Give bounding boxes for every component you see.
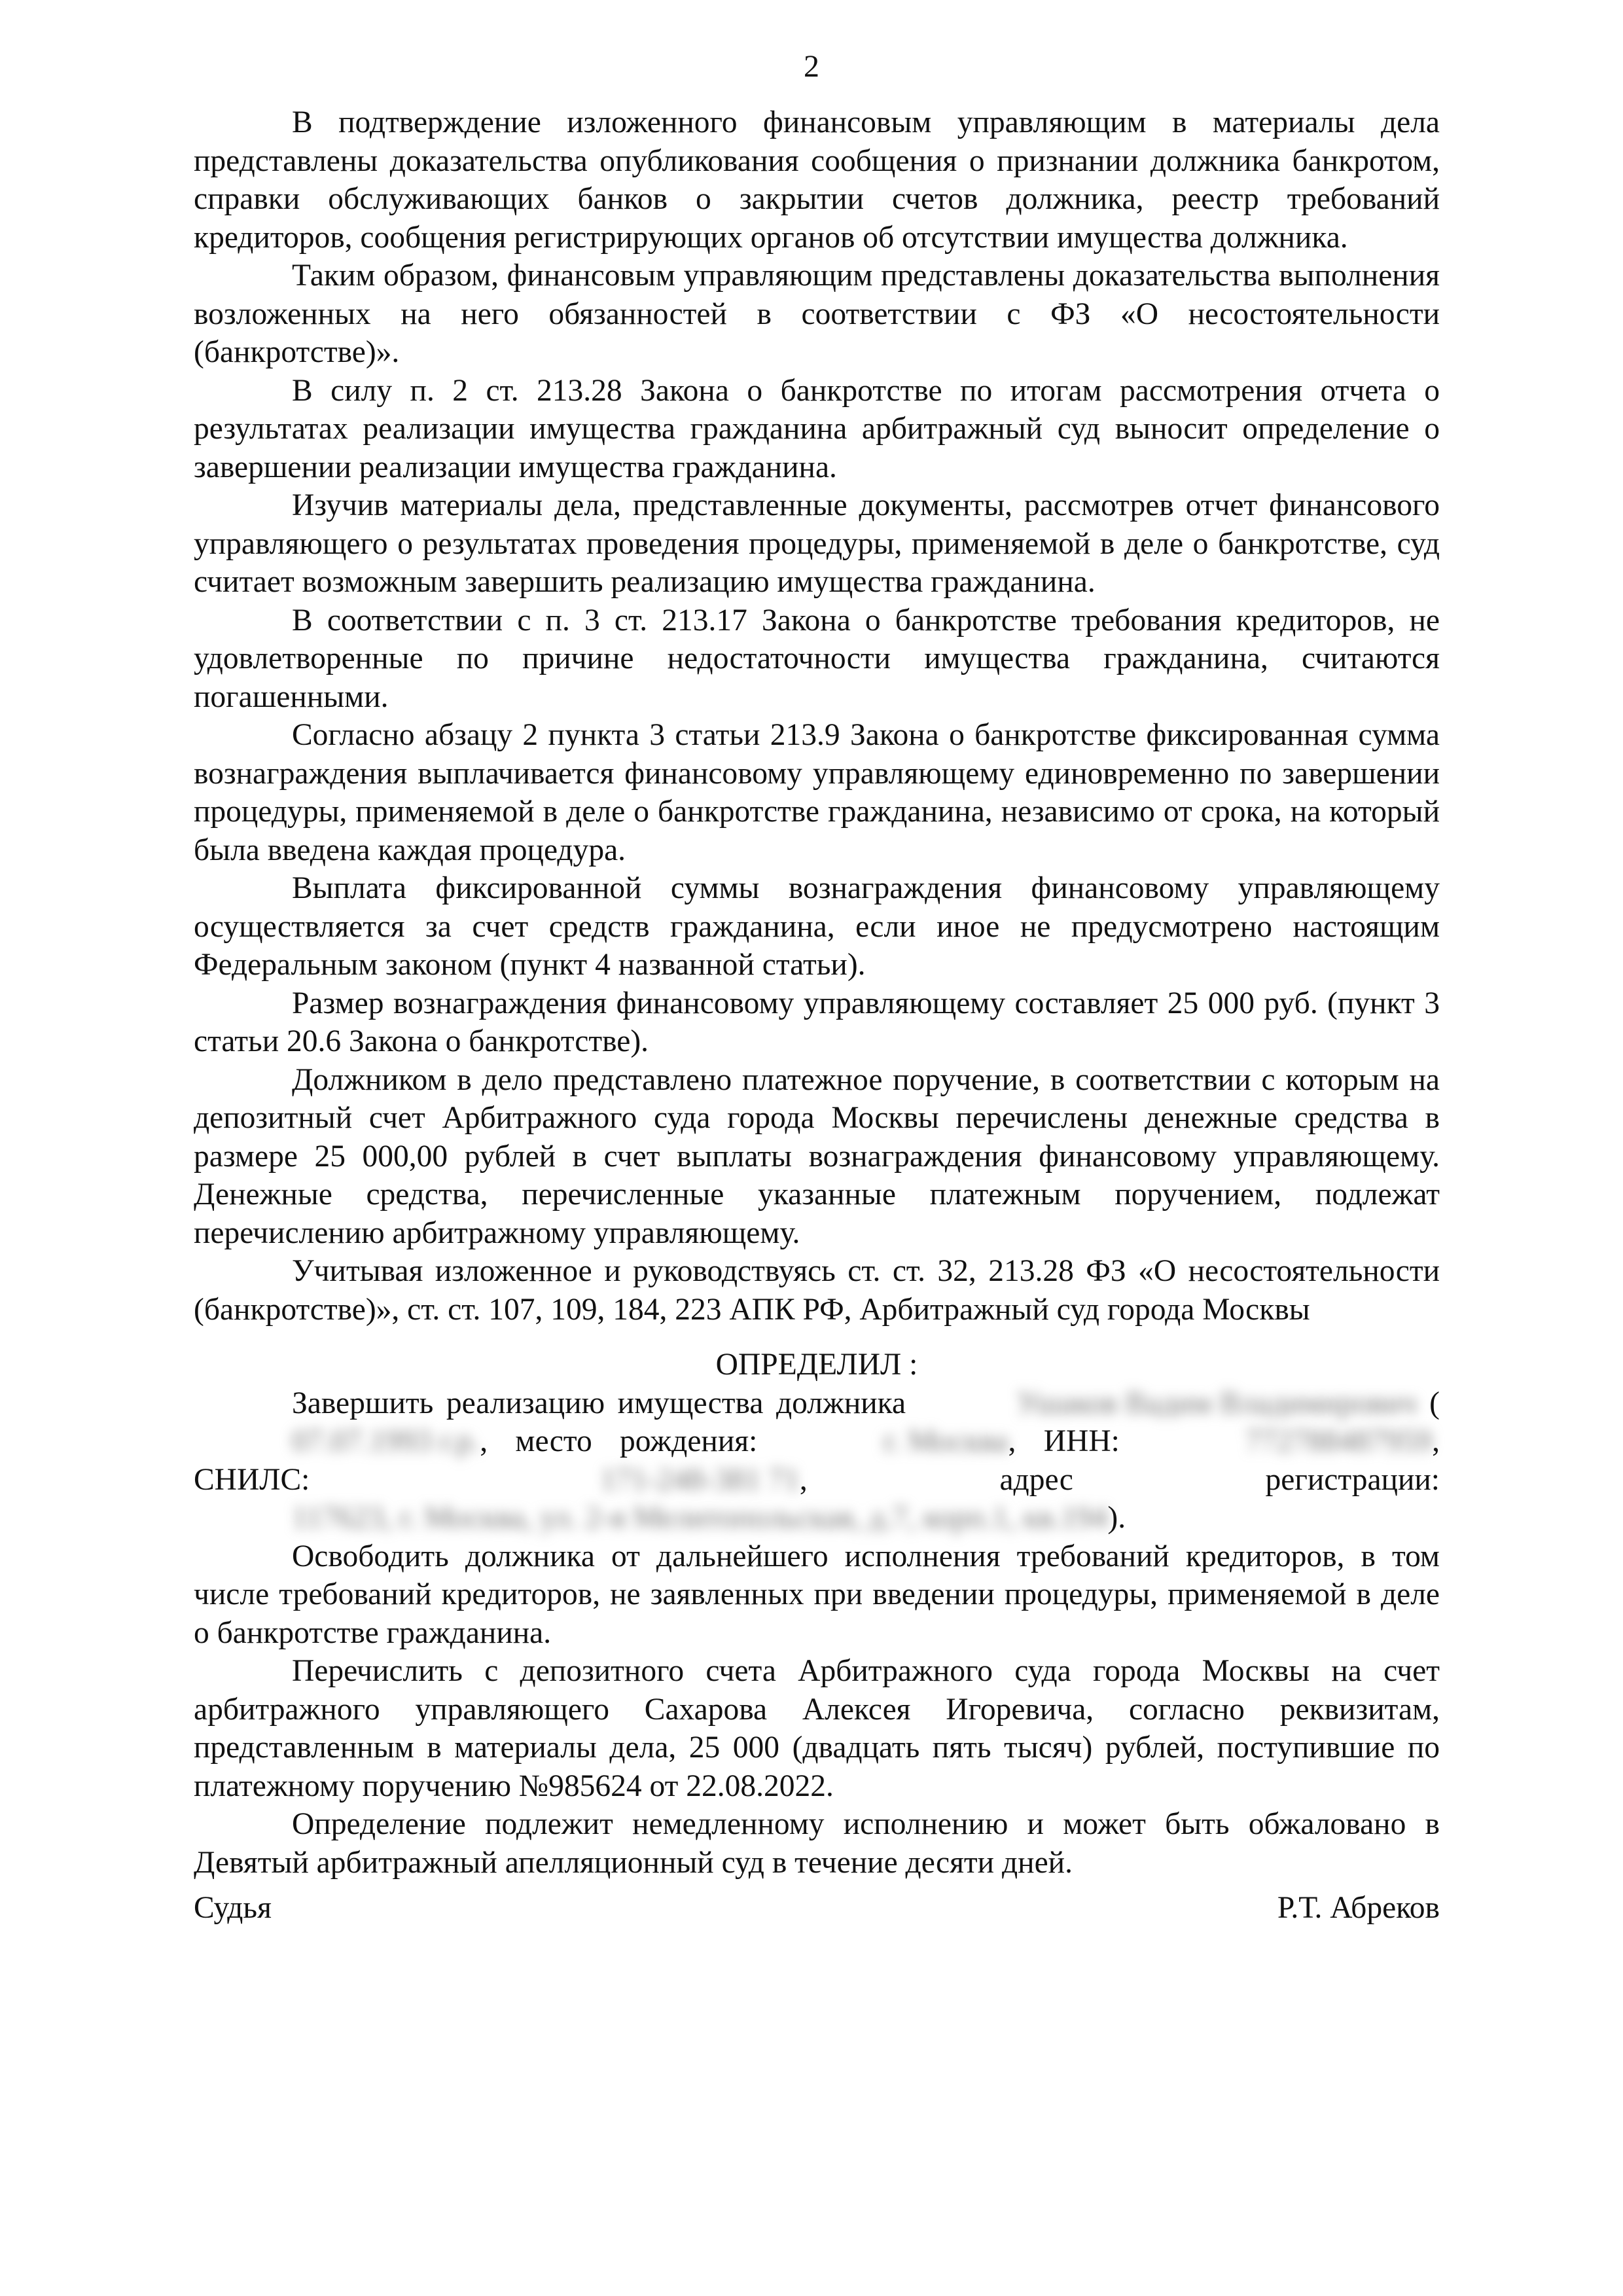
paragraph-appeal: Определение подлежит немедленному исполнению и может быть обжаловано в Девятый арбитражный апелляционный суд в течение десяти дней. (194, 1807, 1440, 1880)
paragraph-fee-amount: Размер вознаграждения финансовому управляющему составляет 25 000 руб. (пункт 3 статьи 20.6 Закона о банкротстве). (194, 986, 1440, 1058)
judge-name: Р.Т. Абреков (1277, 1891, 1440, 1925)
paragraph-evidence: В подтверждение изложенного финансовым управляющим в материалы дела представлены доказательства опубликования сообщения о признании должника банкротом, справки обслуживающих банков о закрытии счетов должника, реестр требований кредиторов, сообщения регистрирующих органов об отсутствии имущества должника. (194, 105, 1440, 255)
ruling-text-6: , адрес регистрации: (799, 1462, 1440, 1497)
paragraph-law-basis: В силу п. 2 ст. 213.28 Закона о банкротстве по итогам рассмотрения отчета о результатах реализации имущества гражданина арбитражный суд выносит определение о завершении реализации имущества гражданина. (194, 373, 1440, 484)
redacted-birthdate: 07.07.1993 г.р. (292, 1424, 480, 1458)
signature-block (194, 1889, 1440, 1928)
redacted-birthplace: г. Москва (883, 1424, 1008, 1458)
paragraph-fee-payment: Выплата фиксированной суммы вознаграждения финансовому управляющему осуществляется за счет средств гражданина, если иное не предусмотрено настоящим Федеральным законом (пункт 4 названной статьи). (194, 871, 1440, 982)
paragraph-duties-fulfilled: Таким образом, финансовым управляющим представлены доказательства выполнения возложенных на него обязанностей в соответствии с ФЗ «О несостоятельности (банкротстве)». (194, 259, 1440, 369)
paragraph-release-debtor: Освободить должника от дальнейшего исполнения требований кредиторов, в том числе требований кредиторов, не заявленных при введении процедуры, применяемой в деле о банкротстве гражданина. (194, 1539, 1440, 1650)
redacted-address: 117623, г. Москва, ул. 2-я Мелитопольская, д.7, корп.1, кв.194 (292, 1501, 1108, 1535)
redacted-inn: 772788487959 (1245, 1424, 1433, 1458)
paragraph-transfer-fee: Перечислить с депозитного счета Арбитражного суда города Москвы на счет арбитражного управляющего Сахарова Алексея Игоревича, согласно реквизитам, представленным в материалы дела, 25 000 (двадцать пять тысяч) рублей, поступившие по платежному поручению №985624 от 22.08.2022. (194, 1654, 1440, 1803)
paragraph-court-review: Изучив материалы дела, представленные документы, рассмотрев отчет финансового управляющего о результатах проведения процедуры, применяемой в деле о банкротстве, суд считает возможным завершить реализацию имущества гражданина. (194, 488, 1440, 599)
redacted-debtor-name: Ушаков Вадим Владимирович (1016, 1386, 1417, 1420)
page-number: 2 (804, 49, 819, 84)
paragraph-claims-settled: В соответствии с п. 3 ст. 213.17 Закона о банкротстве требования кредиторов, не удовлетворенные по причине недостаточности имущества гражданина, считаются погашенными. (194, 603, 1440, 714)
paragraph-fixed-fee: Согласно абзацу 2 пункта 3 статьи 213.9 Закона о банкротстве фиксированная сумма вознаграждения выплачивается финансовому управляющему единовременно по завершении процедуры, применяемой в деле о банкротстве гражданина, независимо от срока, на который была введена каждая процедура. (194, 718, 1440, 867)
ruling-text-3: , место рождения: (480, 1424, 785, 1458)
paragraph-ruling-complete (194, 1384, 1440, 1537)
ruling-text-4: , ИНН: (1008, 1424, 1148, 1458)
ruling-text-7: ). (1107, 1501, 1126, 1535)
paragraph-considering: Учитывая изложенное и руководствуясь ст. ст. 32, 213.28 ФЗ «О несостоятельности (банкротстве)», ст. ст. 107, 109, 184, 223 АПК РФ, Арбитражный суд города Москвы (194, 1254, 1440, 1327)
ruling-heading: ОПРЕДЕЛИЛ : (715, 1348, 918, 1382)
judge-title: Судья (194, 1891, 272, 1925)
ruling-text-1: Завершить реализацию имущества должника (292, 1386, 919, 1420)
ruling-text-5: , СНИЛС: (194, 1424, 1440, 1497)
redacted-snils: 171-248-381 71 (600, 1462, 800, 1497)
document-body (194, 103, 1440, 1882)
ruling-text-2: ( (1416, 1386, 1440, 1420)
paragraph-payment-order: Должником в дело представлено платежное поручение, в соответствии с которым на депозитный счет Арбитражного суда города Москвы перечислены денежные средства в размере 25 000,00 рублей в счет выплаты вознаграждения финансовому управляющему. Денежные средства, перечисленные указанные платежным поручением, подлежат перечислению арбитражному управляющему. (194, 1062, 1440, 1250)
